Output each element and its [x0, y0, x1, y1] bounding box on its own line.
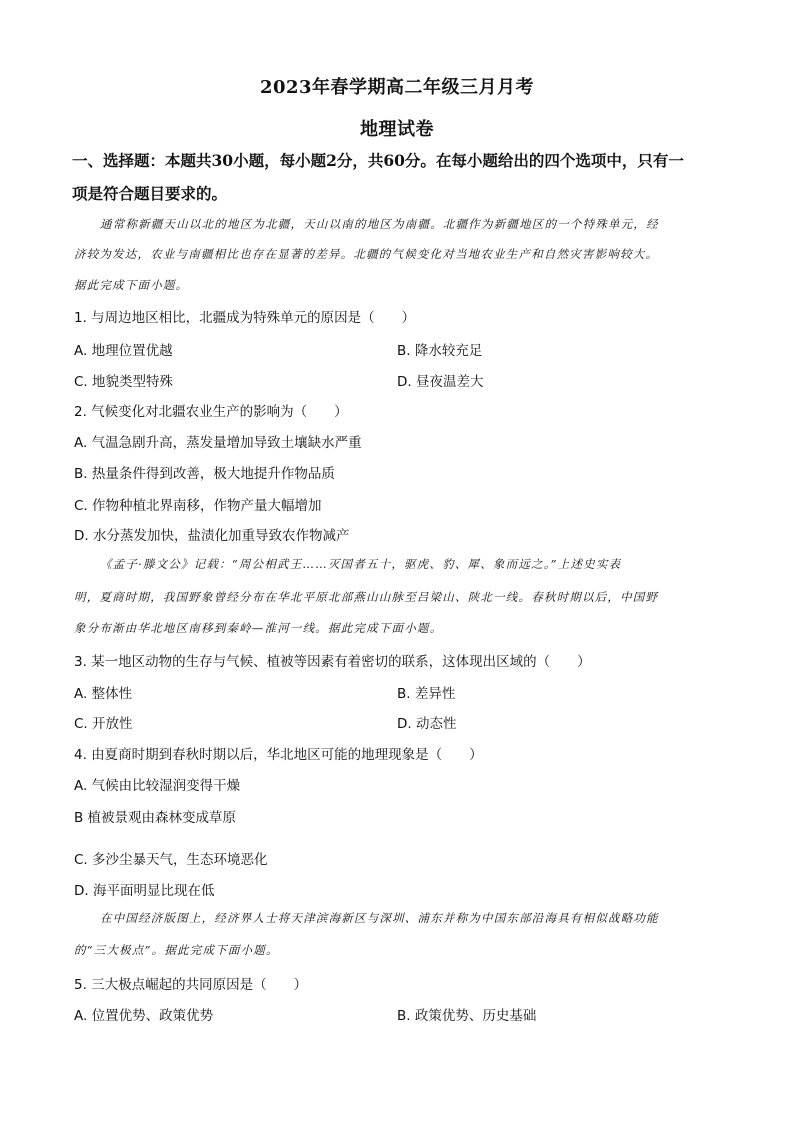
question-2-option-a: A. 气温急剧升高，蒸发量增加导致土壤缺水严重 [74, 435, 362, 451]
question-4-option-b: B 植被景观由森林变成草原 [74, 810, 237, 826]
question-3-option-a: A. 整体性 [74, 686, 133, 702]
question-1-option-b: B. 降水较充足 [397, 343, 483, 359]
passage-2-line-2: 明，夏商时期，我国野象曾经分布在华北平原北部燕山山脉至吕梁山、陕北一线。春秋时期以后，中国野 [74, 590, 659, 604]
passage-1-line-1: 通常称新疆天山以北的地区为北疆，天山以南的地区为南疆。北疆作为新疆地区的一个特殊单元，经 [100, 217, 659, 231]
passage-3-line-2: 的“三大极点”。据此完成下面小题。 [74, 943, 279, 957]
question-3-stem: 3. 某一地区动物的生存与气候、植被等因素有着密切的联系，这体现出区域的（ ） [74, 654, 591, 670]
question-4-option-a: A. 气候由比较湿润变得干燥 [74, 778, 241, 794]
passage-2-line-1: 《孟子·滕文公》记载：“周公相武王……灭国者五十，驱虎、豹、犀、象而远之。”上述史实表 [100, 557, 622, 571]
question-4-option-c: C. 多沙尘暴天气，生态环境恶化 [74, 852, 268, 868]
exam-subtitle: 地理试卷 [360, 119, 434, 140]
section-heading-line-1: 一、选择题：本题共30小题，每小题2分，共60分。在每小题给出的四个选项中，只有一 [72, 151, 684, 170]
question-2-option-c: C. 作物种植北界南移，作物产量大幅增加 [74, 498, 322, 514]
exam-title: 2023年春学期高二年级三月月考 [259, 77, 535, 98]
question-3-option-d: D. 动态性 [397, 716, 457, 732]
question-2-option-b: B. 热量条件得到改善，极大地提升作物品质 [74, 466, 335, 482]
question-3-option-c: C. 开放性 [74, 716, 133, 732]
question-4-stem: 4. 由夏商时期到春秋时期以后，华北地区可能的地理现象是（ ） [74, 747, 483, 763]
question-2-stem: 2. 气候变化对北疆农业生产的影响为（ ） [74, 404, 348, 420]
question-3-option-b: B. 差异性 [397, 686, 456, 702]
passage-2-line-3: 象分布渐由华北地区南移到秦岭—淮河一线。据此完成下面小题。 [74, 621, 443, 635]
section-heading-line-2: 项是符合题目要求的。 [72, 184, 228, 203]
question-5-stem: 5. 三大极点崛起的共同原因是（ ） [74, 977, 308, 993]
passage-3-line-1: 在中国经济版图上，经济界人士将天津滨海新区与深圳、浦东并称为中国东部沿海具有相似战略功能 [100, 911, 659, 925]
question-4-option-d: D. 海平面明显比现在低 [74, 883, 215, 899]
question-5-option-a: A. 位置优势、政策优势 [74, 1008, 214, 1024]
passage-1-line-3: 据此完成下面小题。 [74, 278, 189, 292]
question-1-option-c: C. 地貌类型特殊 [74, 374, 174, 390]
passage-1-line-2: 济较为发达，农业与南疆相比也存在显著的差异。北疆的气候变化对当地农业生产和自然灾害影响较大。 [74, 247, 659, 261]
question-5-option-b: B. 政策优势、历史基础 [397, 1008, 537, 1024]
question-1-stem: 1. 与周边地区相比，北疆成为特殊单元的原因是（ ） [74, 310, 416, 326]
question-1-option-a: A. 地理位置优越 [74, 343, 173, 359]
question-1-option-d: D. 昼夜温差大 [397, 374, 484, 390]
question-2-option-d: D. 水分蒸发加快，盐渍化加重导致农作物减产 [74, 528, 350, 544]
